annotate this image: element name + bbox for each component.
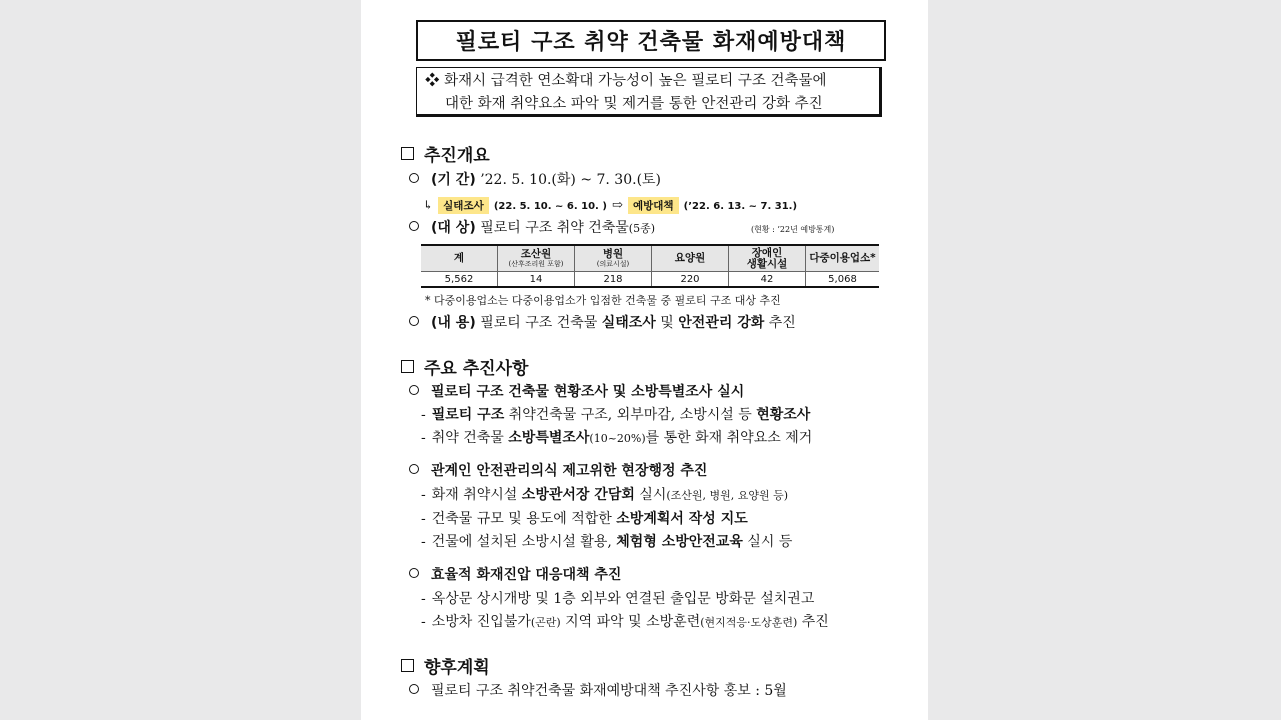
- survey-dates: (22. 5. 10. ~ 6. 10. ): [493, 201, 607, 212]
- task-1-detail-2: - 취약 건축물 소방특별조사(10~20%)를 통한 화재 취약요소 제거: [421, 430, 813, 446]
- task-2-title: 관계인 안전관리의식 제고위한 현장행정 추진: [409, 460, 707, 480]
- task-1-title: 필로티 구조 건축물 현황조사 및 소방특별조사 실시: [409, 381, 744, 401]
- task-2-detail-3: - 건물에 설치된 소방시설 활용, 체험형 소방안전교육 실시 등: [421, 534, 793, 550]
- right-arrow-icon: ⇨: [612, 198, 623, 213]
- diamond-bullet-icon: ❖: [425, 73, 440, 89]
- table-cell: 14: [498, 272, 575, 288]
- table-header-cell: 요양원: [652, 245, 729, 272]
- circle-bullet-icon: [409, 173, 419, 183]
- target-line: (대 상) 필로티 구조 취약 건축물(5종): [409, 217, 655, 237]
- table-row: [421, 272, 879, 288]
- task-2-detail-1: - 화재 취약시설 소방관서장 간담회 실시(조산원, 병원, 요양원 등): [421, 487, 789, 503]
- target-stats-table: [421, 244, 879, 288]
- summary-text-1: 화재시 급격한 연소확대 가능성이 높은 필로티 구조 건축물에: [444, 73, 827, 89]
- circle-bullet-icon: [409, 684, 419, 694]
- period-line: (기 간) ’22. 5. 10.(화) ~ 7. 30.(토): [409, 169, 661, 189]
- return-arrow-icon: ↳: [423, 198, 434, 212]
- section-heading-overview: 추진개요: [401, 141, 490, 166]
- table-cell: 220: [652, 272, 729, 288]
- summary-line-1: [425, 70, 827, 93]
- table-header-cell: 다중이용업소*: [806, 245, 880, 272]
- task-3-detail-1: - 옥상문 상시개방 및 1층 외부와 연결된 출입문 방화문 설치권고: [421, 591, 815, 607]
- table-header-cell: 조산원 (산후조리원 포함): [498, 245, 575, 272]
- task-1-detail-1: - 필로티 구조 취약건축물 구조, 외부마감, 소방시설 등 현황조사: [421, 407, 811, 423]
- circle-bullet-icon: [409, 221, 419, 231]
- task-3-detail-2: - 소방차 진입불가(곤란) 지역 파악 및 소방훈련(현지적응·도상훈련) 추진: [421, 614, 829, 630]
- section-heading-main-tasks: 주요 추진사항: [401, 354, 528, 379]
- summary-box: [416, 67, 882, 117]
- content-line: (내 용) 필로티 구조 건축물 실태조사 및 안전관리 강화 추진: [409, 312, 796, 332]
- circle-bullet-icon: [409, 464, 419, 474]
- table-header-row: [421, 245, 879, 272]
- table-cell: 5,562: [421, 272, 498, 288]
- table-header-cell: 계: [421, 245, 498, 272]
- square-bullet-icon: [401, 659, 414, 672]
- table-cell: 5,068: [806, 272, 880, 288]
- stat-note: (현황 : ’22년 예방통계): [751, 225, 835, 234]
- section-heading-future-plan: 향후계획: [401, 653, 490, 678]
- summary-line-2: [445, 93, 823, 116]
- document-title: [416, 20, 886, 61]
- table-header-cell: 장애인 생활시설: [729, 245, 806, 272]
- table-header-cell: 병원 (의료시설): [575, 245, 652, 272]
- circle-bullet-icon: [409, 316, 419, 326]
- circle-bullet-icon: [409, 568, 419, 578]
- table-footnote: * 다중이용업소는 다중이용업소가 입점한 건축물 중 필로티 구조 대상 추진: [425, 294, 781, 307]
- prevention-dates: (’22. 6. 13. ~ 7. 31.): [683, 201, 798, 212]
- circle-bullet-icon: [409, 385, 419, 395]
- survey-tag: 실태조사: [438, 197, 489, 214]
- task-2-detail-2: - 건축물 규모 및 용도에 적합한 소방계획서 작성 지도: [421, 511, 748, 527]
- title-text: 필로티 구조 취약 건축물 화재예방대책: [455, 30, 847, 55]
- document-page: [361, 0, 928, 720]
- square-bullet-icon: [401, 360, 414, 373]
- period-value: ’22. 5. 10.(화) ~ 7. 30.(토): [480, 172, 662, 188]
- prevention-tag: 예방대책: [628, 197, 679, 214]
- summary-text-2: 대한 화재 취약요소 파악 및 제거를 통한 안전관리 강화 추진: [445, 96, 823, 112]
- future-plan-line: 필로티 구조 취약건축물 화재예방대책 추진사항 홍보 : 5월: [409, 680, 787, 700]
- square-bullet-icon: [401, 147, 414, 160]
- task-3-title: 효율적 화재진압 대응대책 추진: [409, 564, 621, 584]
- schedule-line: [423, 194, 797, 214]
- table-cell: 218: [575, 272, 652, 288]
- table-cell: 42: [729, 272, 806, 288]
